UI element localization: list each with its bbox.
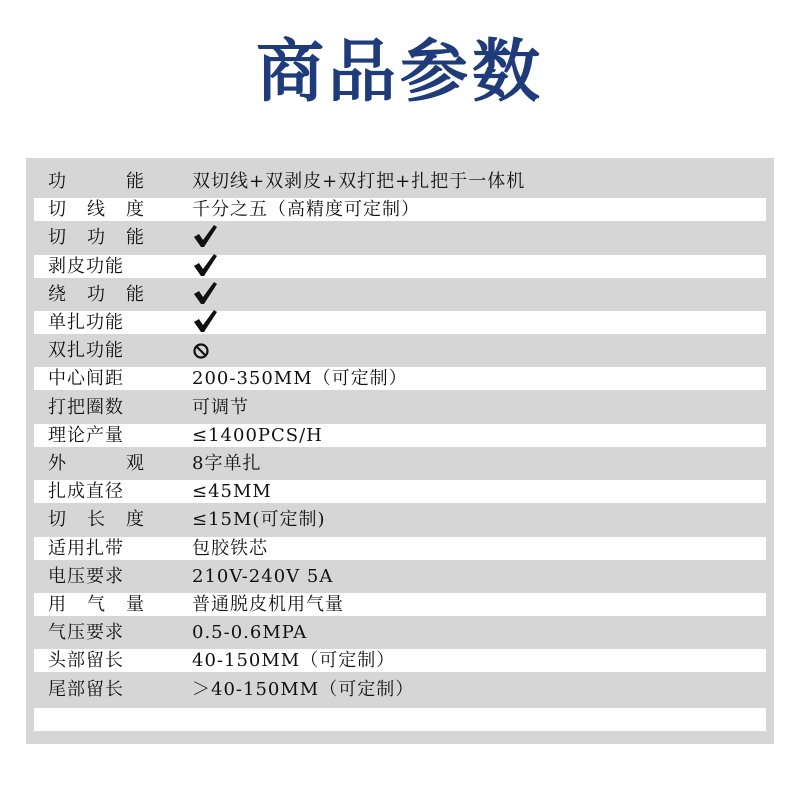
spec-value: ≤15M(可定制) bbox=[192, 509, 326, 531]
spec-value bbox=[192, 283, 218, 306]
spec-label: 切 线 度 bbox=[48, 199, 144, 221]
spec-label: 单扎功能 bbox=[48, 312, 124, 333]
spec-row bbox=[34, 537, 766, 560]
spec-label: 外 观 bbox=[48, 453, 144, 474]
spec-row bbox=[34, 678, 766, 701]
spec-row bbox=[34, 424, 766, 447]
spec-label: 绕 功 能 bbox=[48, 283, 144, 305]
spec-value: 8字单扎 bbox=[192, 453, 262, 474]
spec-label: 用 气 量 bbox=[48, 594, 144, 615]
spec-table bbox=[26, 158, 774, 744]
spec-label: 中心间距 bbox=[48, 368, 124, 390]
spec-label: 头部留长 bbox=[48, 650, 124, 672]
spec-value: 0.5-0.6MPA bbox=[192, 622, 308, 644]
spec-label: 打把圈数 bbox=[48, 396, 124, 418]
spec-value: 可调节 bbox=[192, 396, 249, 418]
spec-label: 气压要求 bbox=[48, 622, 124, 644]
check-icon bbox=[192, 281, 218, 305]
spec-row bbox=[34, 621, 766, 644]
spec-row bbox=[34, 480, 766, 503]
spec-value: ≤45MM bbox=[192, 481, 272, 503]
spec-label: 切 功 能 bbox=[48, 227, 144, 249]
spec-value bbox=[192, 339, 210, 362]
spec-row bbox=[34, 255, 766, 278]
check-icon bbox=[192, 224, 218, 248]
spec-value bbox=[192, 255, 218, 278]
spec-label: 电压要求 bbox=[48, 565, 124, 587]
spec-row bbox=[34, 452, 766, 475]
spec-value: 210V-240V 5A bbox=[192, 565, 334, 587]
prohibited-icon bbox=[192, 342, 210, 360]
page-title: 商品参数 bbox=[255, 33, 544, 112]
check-icon bbox=[192, 253, 218, 277]
spec-row bbox=[34, 283, 766, 306]
spec-value bbox=[192, 226, 218, 249]
spec-value: 200-350MM（可定制） bbox=[192, 368, 408, 390]
spec-label: 尾部留长 bbox=[48, 678, 124, 700]
spec-label: 双扎功能 bbox=[48, 340, 124, 362]
spec-value: ＞40-150MM（可定制） bbox=[192, 678, 415, 700]
spec-row bbox=[34, 198, 766, 221]
spec-label: 剥皮功能 bbox=[48, 255, 124, 277]
spec-row bbox=[34, 565, 766, 588]
spec-value: 包胶铁芯 bbox=[192, 537, 268, 559]
spec-value: 普通脱皮机用气量 bbox=[192, 594, 344, 615]
spec-row bbox=[34, 339, 766, 362]
spec-label: 扎成直径 bbox=[48, 481, 124, 503]
spec-label: 切 长 度 bbox=[48, 509, 144, 531]
spec-label: 理论产量 bbox=[48, 424, 124, 446]
spec-label: 适用扎带 bbox=[48, 537, 124, 559]
spec-value: 双切线+双剥皮+双打把+扎把于一体机 bbox=[192, 171, 526, 192]
spec-row bbox=[34, 593, 766, 616]
check-icon bbox=[192, 309, 218, 333]
spec-row bbox=[34, 226, 766, 249]
spec-label: 功 能 bbox=[48, 171, 144, 192]
spec-row-empty bbox=[34, 708, 766, 731]
spec-row bbox=[34, 649, 766, 672]
spec-row bbox=[34, 170, 766, 193]
spec-value: 千分之五（高精度可定制） bbox=[192, 199, 420, 221]
spec-row bbox=[34, 311, 766, 334]
spec-row bbox=[34, 508, 766, 531]
spec-row bbox=[34, 396, 766, 419]
spec-value: 40-150MM（可定制） bbox=[192, 650, 396, 672]
spec-value: ≤1400PCS/H bbox=[192, 424, 323, 446]
spec-value bbox=[192, 311, 218, 334]
spec-row bbox=[34, 367, 766, 390]
